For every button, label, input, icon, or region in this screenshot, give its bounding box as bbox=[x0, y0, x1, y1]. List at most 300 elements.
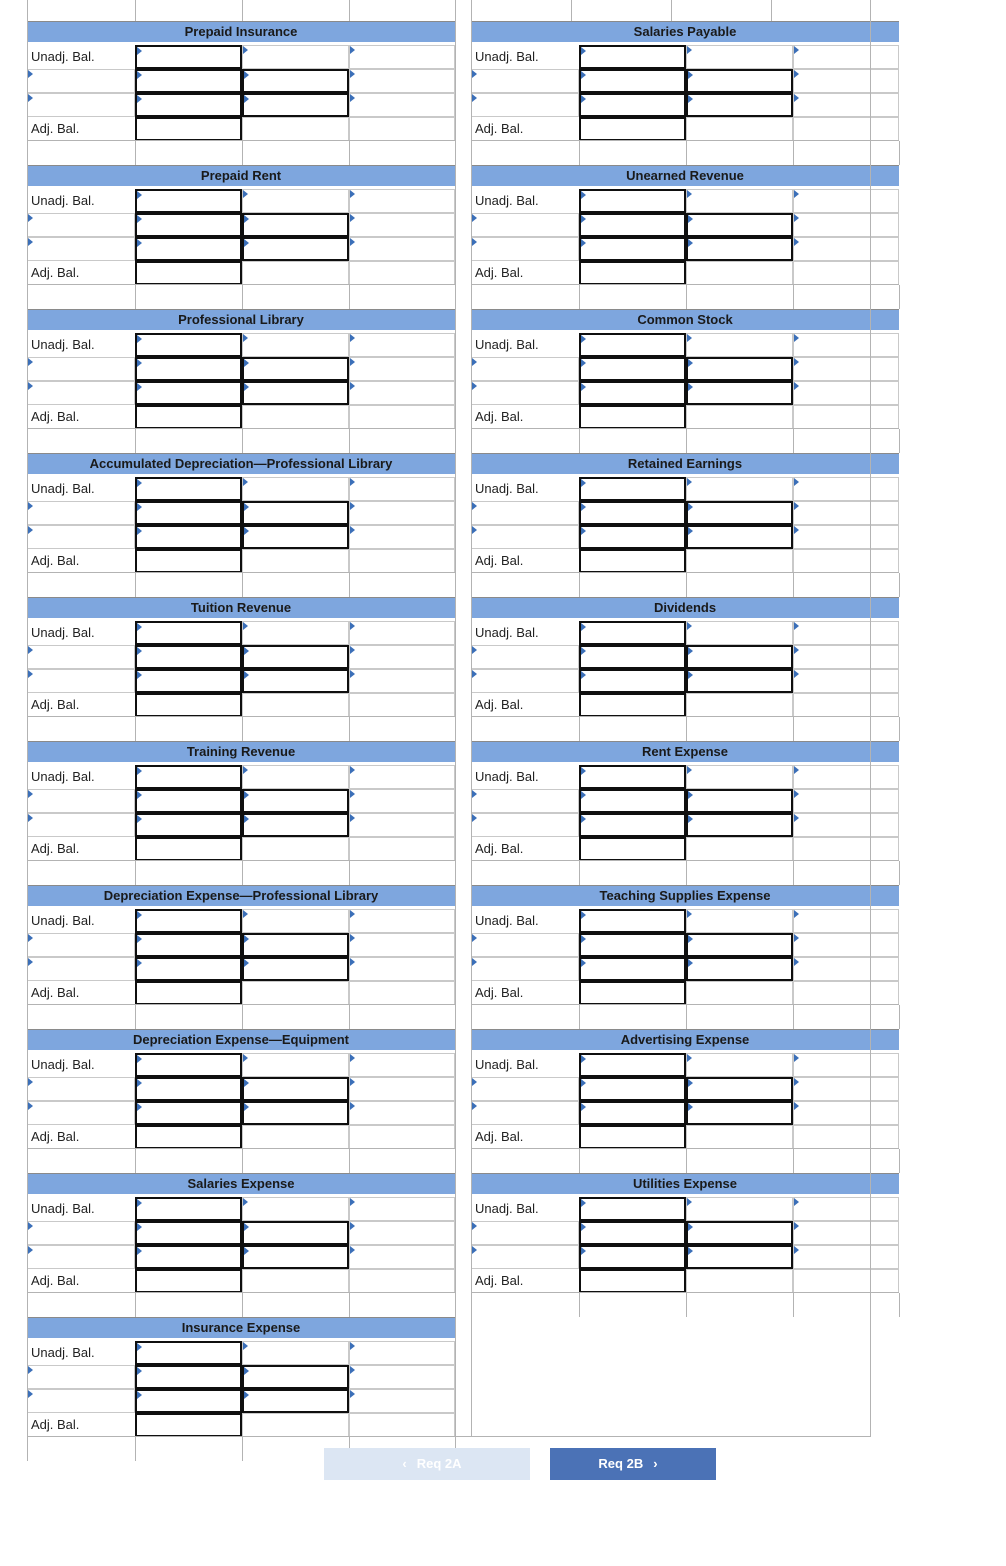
entry-ref-select[interactable] bbox=[471, 525, 579, 549]
entry-ref-select[interactable] bbox=[27, 93, 135, 117]
debit-input[interactable] bbox=[579, 909, 686, 933]
credit-input[interactable] bbox=[242, 1101, 349, 1125]
credit-input[interactable] bbox=[242, 381, 349, 405]
debit-input[interactable] bbox=[579, 693, 686, 717]
credit-input[interactable] bbox=[686, 1125, 793, 1149]
debit-input[interactable] bbox=[135, 1245, 242, 1269]
amount-input[interactable] bbox=[349, 1077, 455, 1101]
dropdown-marker-icon bbox=[581, 503, 586, 511]
entry-ref-select[interactable] bbox=[27, 1245, 135, 1269]
credit-input[interactable] bbox=[686, 1101, 793, 1125]
entry-ref-select[interactable] bbox=[471, 1077, 579, 1101]
credit-input[interactable] bbox=[242, 549, 349, 573]
debit-input[interactable] bbox=[579, 189, 686, 213]
credit-input[interactable] bbox=[686, 765, 793, 789]
debit-input[interactable] bbox=[135, 357, 242, 381]
debit-input[interactable] bbox=[135, 525, 242, 549]
debit-input[interactable] bbox=[579, 549, 686, 573]
credit-input[interactable] bbox=[686, 357, 793, 381]
credit-input[interactable] bbox=[686, 1053, 793, 1077]
debit-input[interactable] bbox=[135, 1389, 242, 1413]
debit-input[interactable] bbox=[579, 477, 686, 501]
debit-input[interactable] bbox=[579, 357, 686, 381]
amount-input[interactable] bbox=[349, 957, 455, 981]
credit-input[interactable] bbox=[686, 69, 793, 93]
debit-input[interactable] bbox=[579, 645, 686, 669]
credit-input[interactable] bbox=[242, 261, 349, 285]
entry-ref-select[interactable] bbox=[471, 645, 579, 669]
credit-input[interactable] bbox=[242, 405, 349, 429]
credit-input[interactable] bbox=[242, 525, 349, 549]
amount-input[interactable] bbox=[793, 237, 899, 261]
dropdown-marker-icon bbox=[28, 1366, 33, 1374]
debit-input[interactable] bbox=[579, 981, 686, 1005]
debit-input[interactable] bbox=[579, 1101, 686, 1125]
credit-input[interactable] bbox=[242, 1125, 349, 1149]
debit-input[interactable] bbox=[579, 1077, 686, 1101]
credit-input[interactable] bbox=[242, 789, 349, 813]
dropdown-marker-icon bbox=[794, 526, 799, 534]
dropdown-marker-icon bbox=[350, 382, 355, 390]
debit-input[interactable] bbox=[135, 909, 242, 933]
amount-input[interactable] bbox=[793, 1221, 899, 1245]
credit-input[interactable] bbox=[686, 213, 793, 237]
entry-ref-select[interactable] bbox=[471, 957, 579, 981]
amount-input[interactable] bbox=[349, 1221, 455, 1245]
entry-ref-select[interactable] bbox=[27, 381, 135, 405]
debit-input[interactable] bbox=[135, 693, 242, 717]
credit-input[interactable] bbox=[686, 1245, 793, 1269]
amount-input[interactable] bbox=[793, 525, 899, 549]
amount-input[interactable] bbox=[793, 381, 899, 405]
amount-input[interactable] bbox=[793, 501, 899, 525]
amount-input[interactable] bbox=[793, 789, 899, 813]
credit-input[interactable] bbox=[686, 669, 793, 693]
amount-input[interactable] bbox=[793, 333, 899, 357]
credit-input[interactable] bbox=[686, 189, 793, 213]
credit-input[interactable] bbox=[242, 1053, 349, 1077]
credit-input[interactable] bbox=[242, 477, 349, 501]
debit-input[interactable] bbox=[135, 477, 242, 501]
debit-input[interactable] bbox=[135, 645, 242, 669]
debit-input[interactable] bbox=[135, 405, 242, 429]
credit-input[interactable] bbox=[242, 357, 349, 381]
amount-input[interactable] bbox=[793, 933, 899, 957]
credit-input[interactable] bbox=[242, 765, 349, 789]
amount-input[interactable] bbox=[349, 1413, 455, 1437]
amount-input[interactable] bbox=[793, 1245, 899, 1269]
debit-input[interactable] bbox=[579, 333, 686, 357]
debit-input[interactable] bbox=[579, 621, 686, 645]
debit-input[interactable] bbox=[579, 669, 686, 693]
entry-ref-select[interactable] bbox=[27, 1365, 135, 1389]
credit-input[interactable] bbox=[242, 1221, 349, 1245]
amount-input[interactable] bbox=[349, 909, 455, 933]
amount-input[interactable] bbox=[349, 981, 455, 1005]
amount-input[interactable] bbox=[349, 213, 455, 237]
credit-input[interactable] bbox=[686, 693, 793, 717]
dropdown-marker-icon bbox=[794, 1222, 799, 1230]
amount-input[interactable] bbox=[793, 69, 899, 93]
amount-input[interactable] bbox=[793, 1269, 899, 1293]
debit-input[interactable] bbox=[579, 1125, 686, 1149]
credit-input[interactable] bbox=[242, 237, 349, 261]
credit-input[interactable] bbox=[686, 93, 793, 117]
amount-input[interactable] bbox=[349, 813, 455, 837]
entry-ref-select[interactable] bbox=[27, 1101, 135, 1125]
debit-input[interactable] bbox=[135, 765, 242, 789]
debit-input[interactable] bbox=[579, 525, 686, 549]
debit-input[interactable] bbox=[135, 45, 242, 69]
amount-input[interactable] bbox=[349, 1269, 455, 1293]
amount-input[interactable] bbox=[793, 1101, 899, 1125]
amount-input[interactable] bbox=[349, 405, 455, 429]
amount-input[interactable] bbox=[349, 1125, 455, 1149]
amount-input[interactable] bbox=[793, 693, 899, 717]
credit-input[interactable] bbox=[686, 621, 793, 645]
debit-input[interactable] bbox=[135, 1101, 242, 1125]
debit-input[interactable] bbox=[135, 261, 242, 285]
debit-input[interactable] bbox=[579, 837, 686, 861]
credit-input[interactable] bbox=[242, 621, 349, 645]
adj-bal-label: Adj. Bal. bbox=[475, 841, 524, 856]
debit-input[interactable] bbox=[579, 1221, 686, 1245]
amount-input[interactable] bbox=[793, 1053, 899, 1077]
amount-input[interactable] bbox=[349, 477, 455, 501]
credit-input[interactable] bbox=[242, 117, 349, 141]
entry-ref-select[interactable] bbox=[471, 237, 579, 261]
debit-input[interactable] bbox=[135, 1269, 242, 1293]
credit-input[interactable] bbox=[242, 981, 349, 1005]
credit-input[interactable] bbox=[686, 1077, 793, 1101]
debit-input[interactable] bbox=[135, 1365, 242, 1389]
credit-input[interactable] bbox=[242, 501, 349, 525]
amount-input[interactable] bbox=[349, 1245, 455, 1269]
entry-ref-select[interactable] bbox=[27, 933, 135, 957]
amount-input[interactable] bbox=[793, 813, 899, 837]
debit-input[interactable] bbox=[135, 93, 242, 117]
credit-input[interactable] bbox=[686, 933, 793, 957]
entry-ref-select[interactable] bbox=[27, 789, 135, 813]
credit-input[interactable] bbox=[242, 837, 349, 861]
amount-input[interactable] bbox=[793, 645, 899, 669]
credit-input[interactable] bbox=[242, 909, 349, 933]
dropdown-marker-icon bbox=[243, 766, 248, 774]
credit-input[interactable] bbox=[242, 93, 349, 117]
amount-input[interactable] bbox=[349, 837, 455, 861]
entry-row bbox=[471, 213, 899, 237]
credit-input[interactable] bbox=[686, 645, 793, 669]
debit-input[interactable] bbox=[135, 1341, 242, 1365]
amount-input[interactable] bbox=[793, 1077, 899, 1101]
credit-input[interactable] bbox=[686, 237, 793, 261]
grid-line bbox=[899, 717, 900, 741]
credit-input[interactable] bbox=[242, 69, 349, 93]
credit-input[interactable] bbox=[686, 1269, 793, 1293]
amount-input[interactable] bbox=[793, 189, 899, 213]
entry-ref-select[interactable] bbox=[27, 669, 135, 693]
credit-input[interactable] bbox=[242, 813, 349, 837]
t-account bbox=[27, 309, 455, 453]
credit-input[interactable] bbox=[242, 1245, 349, 1269]
debit-input[interactable] bbox=[135, 237, 242, 261]
amount-input[interactable] bbox=[793, 621, 899, 645]
credit-input[interactable] bbox=[686, 117, 793, 141]
amount-input[interactable] bbox=[349, 501, 455, 525]
debit-input[interactable] bbox=[579, 261, 686, 285]
amount-input[interactable] bbox=[349, 69, 455, 93]
credit-input[interactable] bbox=[242, 1413, 349, 1437]
entry-ref-select[interactable] bbox=[471, 1101, 579, 1125]
amount-input[interactable] bbox=[349, 765, 455, 789]
entry-ref-select[interactable] bbox=[471, 213, 579, 237]
entry-ref-select[interactable] bbox=[471, 789, 579, 813]
debit-input[interactable] bbox=[579, 813, 686, 837]
credit-input[interactable] bbox=[242, 45, 349, 69]
amount-input[interactable] bbox=[349, 693, 455, 717]
debit-input[interactable] bbox=[135, 1221, 242, 1245]
debit-input[interactable] bbox=[135, 1077, 242, 1101]
debit-input[interactable] bbox=[135, 981, 242, 1005]
credit-input[interactable] bbox=[242, 1341, 349, 1365]
amount-input[interactable] bbox=[349, 45, 455, 69]
debit-input[interactable] bbox=[135, 117, 242, 141]
grid-line bbox=[471, 1004, 899, 1005]
amount-input[interactable] bbox=[349, 1197, 455, 1221]
credit-input[interactable] bbox=[242, 1077, 349, 1101]
amount-input[interactable] bbox=[349, 1389, 455, 1413]
credit-input[interactable] bbox=[686, 549, 793, 573]
account-title: Teaching Supplies Expense bbox=[471, 885, 899, 906]
amount-input[interactable] bbox=[793, 669, 899, 693]
entry-ref-select[interactable] bbox=[27, 1077, 135, 1101]
dropdown-marker-icon bbox=[137, 767, 142, 775]
debit-input[interactable] bbox=[579, 765, 686, 789]
debit-input[interactable] bbox=[135, 789, 242, 813]
debit-input[interactable] bbox=[135, 501, 242, 525]
unadj-bal-label: Unadj. Bal. bbox=[475, 1057, 539, 1072]
entry-row bbox=[471, 669, 899, 693]
credit-input[interactable] bbox=[242, 1269, 349, 1293]
amount-input[interactable] bbox=[793, 477, 899, 501]
credit-input[interactable] bbox=[686, 1221, 793, 1245]
dropdown-marker-icon bbox=[137, 1367, 142, 1375]
debit-input[interactable] bbox=[579, 1245, 686, 1269]
entry-ref-select[interactable] bbox=[471, 669, 579, 693]
amount-input[interactable] bbox=[349, 525, 455, 549]
entry-ref-select[interactable] bbox=[27, 525, 135, 549]
credit-input[interactable] bbox=[686, 837, 793, 861]
entry-ref-select[interactable] bbox=[27, 501, 135, 525]
amount-input[interactable] bbox=[793, 957, 899, 981]
amount-input[interactable] bbox=[349, 117, 455, 141]
grid-line bbox=[471, 716, 899, 717]
dropdown-marker-icon bbox=[243, 46, 248, 54]
amount-input[interactable] bbox=[793, 405, 899, 429]
credit-input[interactable] bbox=[686, 501, 793, 525]
entry-row bbox=[27, 1389, 455, 1413]
debit-input[interactable] bbox=[135, 549, 242, 573]
credit-input[interactable] bbox=[686, 789, 793, 813]
debit-input[interactable] bbox=[135, 213, 242, 237]
amount-input[interactable] bbox=[793, 909, 899, 933]
entry-ref-select[interactable] bbox=[471, 93, 579, 117]
amount-input[interactable] bbox=[349, 1341, 455, 1365]
entry-ref-select[interactable] bbox=[27, 645, 135, 669]
amount-input[interactable] bbox=[793, 837, 899, 861]
credit-input[interactable] bbox=[242, 213, 349, 237]
entry-ref-select[interactable] bbox=[27, 1389, 135, 1413]
amount-input[interactable] bbox=[349, 381, 455, 405]
amount-input[interactable] bbox=[349, 333, 455, 357]
debit-input[interactable] bbox=[135, 813, 242, 837]
credit-input[interactable] bbox=[242, 933, 349, 957]
amount-input[interactable] bbox=[349, 261, 455, 285]
grid-line bbox=[899, 141, 900, 165]
debit-input[interactable] bbox=[579, 381, 686, 405]
entry-ref-select[interactable] bbox=[471, 1221, 579, 1245]
debit-input[interactable] bbox=[579, 1053, 686, 1077]
amount-input[interactable] bbox=[793, 981, 899, 1005]
credit-input[interactable] bbox=[686, 405, 793, 429]
prev-req-button[interactable] bbox=[324, 1448, 530, 1480]
entry-ref-select[interactable] bbox=[471, 381, 579, 405]
debit-input[interactable] bbox=[579, 933, 686, 957]
entry-ref-select[interactable] bbox=[471, 933, 579, 957]
debit-input[interactable] bbox=[579, 501, 686, 525]
debit-input[interactable] bbox=[579, 1197, 686, 1221]
entry-row bbox=[471, 1077, 899, 1101]
amount-input[interactable] bbox=[349, 189, 455, 213]
dropdown-marker-icon bbox=[137, 1391, 142, 1399]
amount-input[interactable] bbox=[793, 357, 899, 381]
debit-input[interactable] bbox=[135, 837, 242, 861]
credit-input[interactable] bbox=[242, 1197, 349, 1221]
debit-input[interactable] bbox=[135, 1125, 242, 1149]
next-req-button[interactable] bbox=[550, 1448, 716, 1480]
debit-input[interactable] bbox=[135, 621, 242, 645]
amount-input[interactable] bbox=[793, 117, 899, 141]
credit-input[interactable] bbox=[242, 1365, 349, 1389]
debit-input[interactable] bbox=[135, 1197, 242, 1221]
credit-input[interactable] bbox=[686, 909, 793, 933]
entry-ref-select[interactable] bbox=[27, 69, 135, 93]
adj-bal-label: Adj. Bal. bbox=[31, 553, 80, 568]
credit-input[interactable] bbox=[686, 525, 793, 549]
entry-ref-select[interactable] bbox=[27, 957, 135, 981]
amount-input[interactable] bbox=[349, 93, 455, 117]
amount-input[interactable] bbox=[793, 261, 899, 285]
amount-input[interactable] bbox=[793, 765, 899, 789]
amount-input[interactable] bbox=[349, 933, 455, 957]
credit-input[interactable] bbox=[686, 261, 793, 285]
amount-input[interactable] bbox=[349, 621, 455, 645]
entry-ref-select[interactable] bbox=[471, 813, 579, 837]
credit-input[interactable] bbox=[242, 189, 349, 213]
debit-input[interactable] bbox=[579, 237, 686, 261]
credit-input[interactable] bbox=[242, 645, 349, 669]
entry-ref-select[interactable] bbox=[27, 357, 135, 381]
debit-input[interactable] bbox=[135, 933, 242, 957]
amount-input[interactable] bbox=[349, 669, 455, 693]
credit-input[interactable] bbox=[686, 477, 793, 501]
grid-line bbox=[349, 717, 350, 741]
entry-ref-select[interactable] bbox=[471, 357, 579, 381]
grid-line bbox=[349, 1149, 350, 1173]
dropdown-marker-icon bbox=[244, 215, 249, 223]
entry-ref-select[interactable] bbox=[27, 213, 135, 237]
debit-input[interactable] bbox=[579, 1269, 686, 1293]
entry-ref-select[interactable] bbox=[27, 237, 135, 261]
amount-input[interactable] bbox=[349, 237, 455, 261]
debit-input[interactable] bbox=[135, 1053, 242, 1077]
credit-input[interactable] bbox=[242, 333, 349, 357]
entry-ref-select[interactable] bbox=[471, 501, 579, 525]
debit-input[interactable] bbox=[579, 213, 686, 237]
credit-input[interactable] bbox=[686, 45, 793, 69]
credit-input[interactable] bbox=[686, 957, 793, 981]
entry-ref-select[interactable] bbox=[471, 69, 579, 93]
credit-input[interactable] bbox=[242, 669, 349, 693]
credit-input[interactable] bbox=[686, 813, 793, 837]
dropdown-marker-icon bbox=[472, 790, 477, 798]
credit-input[interactable] bbox=[686, 981, 793, 1005]
debit-input[interactable] bbox=[579, 957, 686, 981]
adj-bal-label: Adj. Bal. bbox=[475, 121, 524, 136]
debit-input[interactable] bbox=[135, 381, 242, 405]
amount-input[interactable] bbox=[349, 1101, 455, 1125]
amount-input[interactable] bbox=[793, 45, 899, 69]
credit-input[interactable] bbox=[686, 333, 793, 357]
amount-input[interactable] bbox=[349, 789, 455, 813]
debit-input[interactable] bbox=[579, 405, 686, 429]
amount-input[interactable] bbox=[793, 213, 899, 237]
amount-input[interactable] bbox=[349, 1365, 455, 1389]
dropdown-marker-icon bbox=[137, 383, 142, 391]
debit-input[interactable] bbox=[135, 1413, 242, 1437]
entry-ref-select[interactable] bbox=[471, 1245, 579, 1269]
amount-input[interactable] bbox=[793, 549, 899, 573]
debit-input[interactable] bbox=[135, 957, 242, 981]
amount-input[interactable] bbox=[349, 645, 455, 669]
debit-input[interactable] bbox=[579, 69, 686, 93]
adj-bal-row bbox=[27, 261, 455, 285]
entry-row bbox=[27, 789, 455, 813]
entry-ref-select[interactable] bbox=[27, 1221, 135, 1245]
amount-input[interactable] bbox=[793, 1125, 899, 1149]
amount-input[interactable] bbox=[349, 357, 455, 381]
amount-input[interactable] bbox=[793, 1197, 899, 1221]
debit-input[interactable] bbox=[579, 93, 686, 117]
debit-input[interactable] bbox=[135, 189, 242, 213]
account-title: Professional Library bbox=[27, 309, 455, 330]
credit-input[interactable] bbox=[686, 381, 793, 405]
debit-input[interactable] bbox=[579, 789, 686, 813]
credit-input[interactable] bbox=[242, 1389, 349, 1413]
debit-input[interactable] bbox=[135, 69, 242, 93]
credit-input[interactable] bbox=[242, 693, 349, 717]
amount-input[interactable] bbox=[349, 1053, 455, 1077]
debit-input[interactable] bbox=[579, 45, 686, 69]
amount-input[interactable] bbox=[349, 549, 455, 573]
debit-input[interactable] bbox=[579, 117, 686, 141]
debit-input[interactable] bbox=[135, 669, 242, 693]
debit-input[interactable] bbox=[135, 333, 242, 357]
amount-input[interactable] bbox=[793, 93, 899, 117]
credit-input[interactable] bbox=[242, 957, 349, 981]
credit-input[interactable] bbox=[686, 1197, 793, 1221]
entry-ref-select[interactable] bbox=[27, 813, 135, 837]
